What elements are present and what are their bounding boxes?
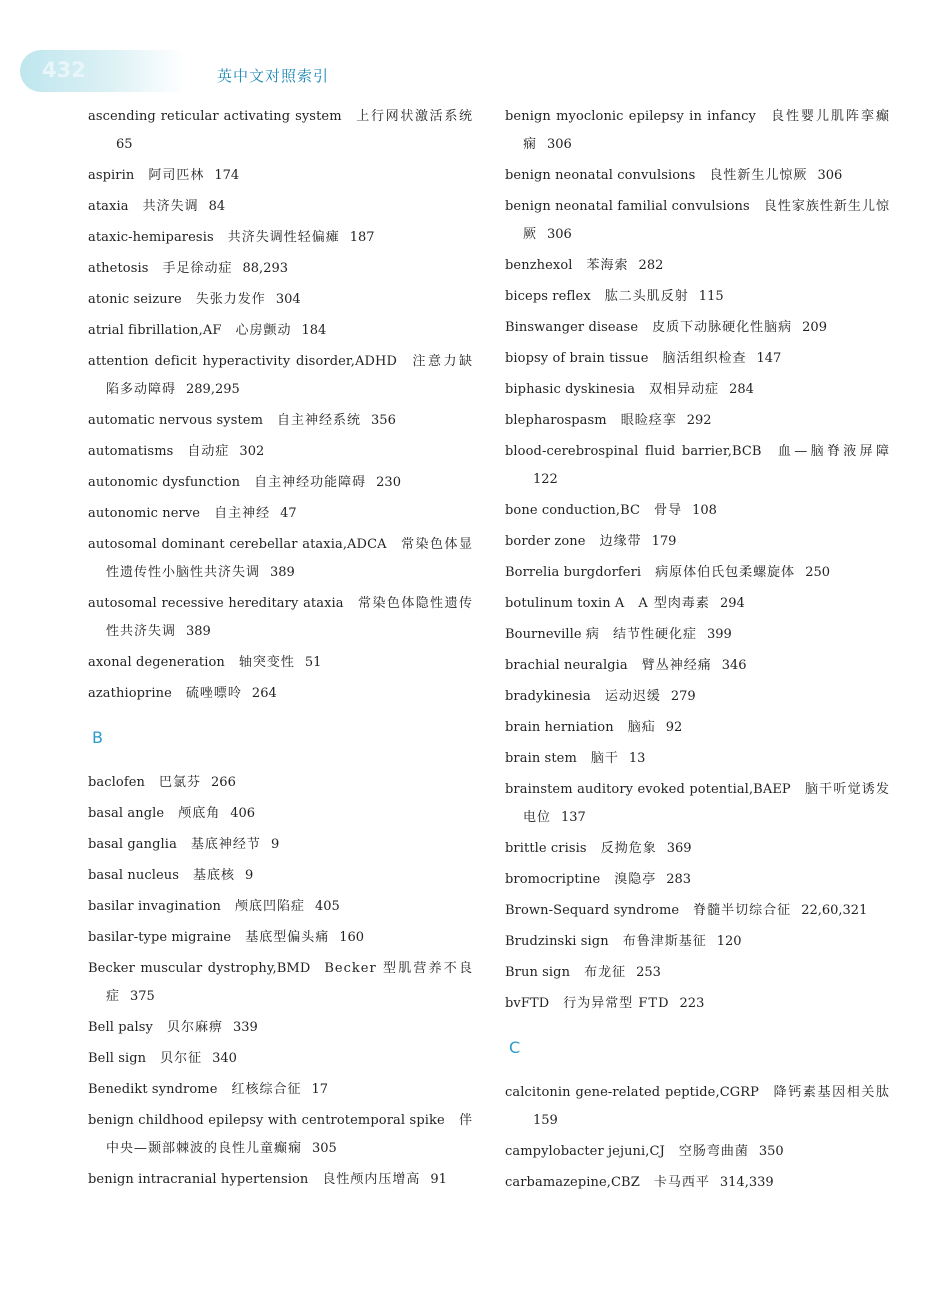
entry-english: Binswanger disease <box>505 320 639 335</box>
entry-pages: 339 <box>232 1020 258 1035</box>
entry-pages: 174 <box>214 168 240 183</box>
entry-pages: 289,295 <box>186 382 240 397</box>
entry-english: benign neonatal convulsions <box>505 168 696 183</box>
entry-chinese: 巴氯芬 <box>159 775 202 790</box>
index-entry <box>505 193 890 249</box>
entry-english: baclofen <box>88 775 146 790</box>
entry-chinese: 良性婴儿肌阵挛癫痫 <box>523 109 890 152</box>
entry-chinese: 双相异动症 <box>649 382 720 397</box>
entry-pages: 17 <box>311 1082 329 1097</box>
index-entry <box>88 500 473 528</box>
entry-english: brain herniation <box>505 720 614 735</box>
entry-english: biphasic dyskinesia <box>505 382 636 397</box>
entry-english: blood-cerebrospinal fluid barrier,BCB <box>505 444 762 459</box>
entry-chinese: 硫唑嘌呤 <box>185 686 242 701</box>
index-entry <box>88 862 473 890</box>
entry-pages: 9 <box>245 868 254 883</box>
entry-pages: 306 <box>547 227 572 242</box>
header-tab <box>20 50 185 92</box>
entry-english: basal nucleus <box>88 868 180 883</box>
entry-english: campylobacter jejuni,CJ <box>505 1144 665 1159</box>
entry-pages: 292 <box>686 413 712 428</box>
entry-english: ataxia <box>88 199 129 214</box>
entry-english: brachial neuralgia <box>505 658 628 673</box>
entry-english: aspirin <box>88 168 135 183</box>
entry-chinese: 贝尔麻痹 <box>166 1020 223 1035</box>
index-entry <box>88 531 473 587</box>
entry-pages: 108 <box>692 503 717 518</box>
index-entry <box>88 1107 473 1163</box>
entry-chinese: 脊髓半切综合征 <box>693 903 792 918</box>
entry-chinese: 运动迟缓 <box>604 689 661 704</box>
index-entry <box>88 348 473 404</box>
entry-english: benign intracranial hypertension <box>88 1172 309 1187</box>
entry-chinese: 良性颅内压增高 <box>322 1172 421 1187</box>
index-entry <box>505 590 890 618</box>
entry-pages: 120 <box>716 934 742 949</box>
entry-english: azathioprine <box>88 686 172 701</box>
entry-english: Bell sign <box>88 1051 147 1066</box>
entry-english: atonic seizure <box>88 292 182 307</box>
entry-chinese: 注意力缺陷多动障碍 <box>106 354 473 397</box>
entry-chinese: 共济失调性轻偏瘫 <box>227 230 340 245</box>
entry-english: axonal degeneration <box>88 655 225 670</box>
index-entry <box>505 1138 890 1166</box>
entry-pages: 284 <box>729 382 754 397</box>
entry-english: bradykinesia <box>505 689 591 704</box>
entry-pages: 306 <box>547 137 572 152</box>
entry-pages: 230 <box>376 475 401 490</box>
entry-chinese: 行为异常型 FTD <box>563 996 670 1011</box>
entry-english: Brun sign <box>505 965 571 980</box>
index-entry <box>88 162 473 190</box>
entry-pages: 314,339 <box>719 1175 774 1190</box>
entry-pages: 92 <box>665 720 683 735</box>
index-entry <box>505 1079 890 1135</box>
entry-chinese: 基底型偏头痛 <box>245 930 330 945</box>
entry-english: atrial fibrillation,AF <box>88 323 222 338</box>
index-entry <box>88 317 473 345</box>
index-entry <box>88 407 473 435</box>
index-entry <box>505 283 890 311</box>
entry-english: autonomic nerve <box>88 506 201 521</box>
entry-pages: 13 <box>628 751 646 766</box>
index-entry <box>505 990 890 1018</box>
entry-chinese: 常染色体隐性遗传性共济失调 <box>106 596 473 639</box>
index-entry <box>88 469 473 497</box>
entry-chinese: 溴隐亭 <box>614 872 657 887</box>
index-entry <box>505 162 890 190</box>
entry-chinese: 良性新生儿惊厥 <box>709 168 808 183</box>
entry-chinese: 良性家族性新生儿惊厥 <box>523 199 890 242</box>
entry-english: basilar-type migraine <box>88 930 232 945</box>
entry-chinese: 贝尔征 <box>160 1051 203 1066</box>
entry-chinese: 脑活组织检查 <box>662 351 747 366</box>
entry-chinese: 轴突变性 <box>238 655 295 670</box>
entry-chinese: 颅底凹陷症 <box>234 899 305 914</box>
entry-chinese: 手足徐动症 <box>162 261 233 276</box>
entry-pages: 389 <box>270 565 295 580</box>
index-entry <box>505 959 890 987</box>
entry-english: brainstem auditory evoked potential,BAEP <box>505 782 791 797</box>
index-entry <box>88 1045 473 1073</box>
entry-pages: 223 <box>679 996 705 1011</box>
entry-pages: 389 <box>186 624 211 639</box>
index-entry <box>505 621 890 649</box>
entry-pages: 264 <box>251 686 277 701</box>
entry-pages: 306 <box>817 168 843 183</box>
entry-english: Borrelia burgdorferi <box>505 565 642 580</box>
index-entry <box>505 714 890 742</box>
entry-chinese: 脑干 <box>590 751 619 766</box>
index-entry <box>505 497 890 525</box>
entry-chinese: 结节性硬化症 <box>612 627 697 642</box>
entry-english: Brudzinski sign <box>505 934 609 949</box>
entry-chinese: 自主神经功能障碍 <box>254 475 367 490</box>
entry-pages: 91 <box>430 1172 447 1187</box>
entry-pages: 369 <box>666 841 692 856</box>
entry-chinese: 失张力发作 <box>195 292 266 307</box>
entry-english: basilar invagination <box>88 899 221 914</box>
index-entry <box>88 1014 473 1042</box>
index-entry <box>505 559 890 587</box>
entry-english: autosomal dominant cerebellar ataxia,ADCA <box>88 537 387 552</box>
entry-pages: 51 <box>304 655 322 670</box>
entry-chinese: 自主神经系统 <box>277 413 362 428</box>
index-entry <box>505 438 890 494</box>
index-entry <box>505 103 890 159</box>
entry-chinese: 共济失调 <box>142 199 199 214</box>
entry-pages: 350 <box>758 1144 784 1159</box>
index-entry <box>505 866 890 894</box>
index-entry <box>88 893 473 921</box>
entry-pages: 406 <box>230 806 256 821</box>
entry-english: biopsy of brain tissue <box>505 351 649 366</box>
entry-english: autonomic dysfunction <box>88 475 241 490</box>
entry-chinese: 血—脑脊液屏障 <box>775 444 890 459</box>
entry-chinese: 降钙素基因相关肽 <box>772 1085 890 1100</box>
entry-chinese: 布鲁津斯基征 <box>622 934 707 949</box>
index-entry <box>88 193 473 221</box>
entry-english: brain stem <box>505 751 577 766</box>
entry-chinese: 基底神经节 <box>190 837 261 852</box>
entry-chinese: 脑干听觉诱发电位 <box>523 782 890 825</box>
entry-chinese: 骨导 <box>654 503 683 518</box>
entry-chinese: 颅底角 <box>178 806 221 821</box>
index-entry <box>505 345 890 373</box>
index-entry <box>88 286 473 314</box>
entry-pages: 279 <box>670 689 696 704</box>
entry-english: border zone <box>505 534 586 549</box>
entry-chinese: 肱二头肌反射 <box>604 289 689 304</box>
entry-pages: 302 <box>239 444 265 459</box>
entry-chinese: 脑疝 <box>627 720 656 735</box>
index-entry <box>88 590 473 646</box>
entry-chinese: 臂丛神经痛 <box>641 658 712 673</box>
entry-chinese: 红核综合征 <box>231 1082 302 1097</box>
index-entry <box>88 831 473 859</box>
index-entry <box>88 1076 473 1104</box>
entry-chinese: 阿司匹林 <box>148 168 205 183</box>
entry-english: athetosis <box>88 261 149 276</box>
entry-chinese: 基底核 <box>193 868 236 883</box>
entry-english: ataxic-hemiparesis <box>88 230 214 245</box>
running-header-title: 英中文对照索引 <box>217 67 330 85</box>
entry-english: Bourneville 病 <box>505 627 599 642</box>
entry-english: bromocriptine <box>505 872 601 887</box>
section-letter: C <box>509 1038 521 1057</box>
index-entry <box>88 955 473 1011</box>
entry-english: automatic nervous system <box>88 413 264 428</box>
entry-english: autosomal recessive hereditary ataxia <box>88 596 344 611</box>
index-entry <box>505 1169 890 1197</box>
entry-pages: 84 <box>208 199 226 214</box>
entry-english: automatisms <box>88 444 174 459</box>
entry-english: Brown-Sequard syndrome <box>505 903 680 918</box>
entry-english: bvFTD <box>505 996 550 1011</box>
entry-english: ascending reticular activating system <box>88 109 342 124</box>
entry-pages: 294 <box>719 596 745 611</box>
entry-pages: 346 <box>721 658 747 673</box>
entry-chinese: 伴中央—颞部棘波的良性儿童癫痫 <box>106 1113 473 1156</box>
index-entry <box>88 800 473 828</box>
entry-pages: 122 <box>533 472 558 487</box>
index-entry <box>505 314 890 342</box>
index-entry <box>88 438 473 466</box>
entry-pages: 160 <box>339 930 365 945</box>
index-entry <box>505 652 890 680</box>
index-entry <box>88 103 473 159</box>
entry-english: basal angle <box>88 806 165 821</box>
entry-pages: 9 <box>270 837 280 852</box>
entry-chinese: Becker 型肌营养不良症 <box>106 961 473 1004</box>
entry-chinese: 上行网状激活系统 <box>355 109 473 124</box>
entry-pages: 187 <box>349 230 375 245</box>
entry-english: blepharospasm <box>505 413 607 428</box>
entry-chinese: 苯海索 <box>586 258 629 273</box>
entry-pages: 22,60,321 <box>801 903 868 918</box>
right-index-column <box>505 103 890 1200</box>
entry-english: brittle crisis <box>505 841 587 856</box>
entry-english: Becker muscular dystrophy,BMD <box>88 961 311 976</box>
entry-english: benign neonatal familial convulsions <box>505 199 750 214</box>
entry-chinese: 布龙征 <box>584 965 627 980</box>
entry-chinese: 常染色体显性遗传性小脑性共济失调 <box>106 537 473 580</box>
entry-chinese: 皮质下动脉硬化性脑病 <box>652 320 793 335</box>
entry-pages: 115 <box>698 289 724 304</box>
entry-pages: 375 <box>130 989 155 1004</box>
index-entry <box>505 683 890 711</box>
index-entry <box>505 528 890 556</box>
entry-english: biceps reflex <box>505 289 591 304</box>
index-entry <box>88 649 473 677</box>
index-entry <box>505 928 890 956</box>
left-index-column <box>88 103 473 1197</box>
entry-english: Bell palsy <box>88 1020 153 1035</box>
entry-chinese: 病原体伯氏包柔螺旋体 <box>655 565 796 580</box>
entry-pages: 305 <box>312 1141 337 1156</box>
entry-english: benign childhood epilepsy with centrotemporal spike <box>88 1113 445 1128</box>
entry-pages: 253 <box>636 965 661 980</box>
entry-pages: 405 <box>314 899 340 914</box>
entry-english: Benedikt syndrome <box>88 1082 218 1097</box>
entry-chinese: 自主神经 <box>214 506 271 521</box>
entry-pages: 88,293 <box>242 261 289 276</box>
entry-pages: 250 <box>805 565 831 580</box>
index-entry <box>505 252 890 280</box>
index-entry <box>88 1166 473 1194</box>
entry-chinese: 心房颤动 <box>235 323 292 338</box>
entry-english: calcitonin gene-related peptide,CGRP <box>505 1085 759 1100</box>
entry-pages: 65 <box>116 137 133 152</box>
entry-chinese: 空肠弯曲菌 <box>678 1144 749 1159</box>
entry-pages: 340 <box>212 1051 237 1066</box>
index-entry <box>88 255 473 283</box>
index-entry <box>88 924 473 952</box>
entry-pages: 137 <box>561 810 586 825</box>
entry-pages: 184 <box>301 323 327 338</box>
index-entry <box>505 835 890 863</box>
entry-chinese: 卡马西平 <box>653 1175 710 1190</box>
index-entry <box>505 407 890 435</box>
index-entry <box>505 776 890 832</box>
index-entry <box>505 897 890 925</box>
entry-english: botulinum toxin A <box>505 596 625 611</box>
entry-english: bone conduction,BC <box>505 503 641 518</box>
entry-chinese: 边缘带 <box>599 534 642 549</box>
entry-pages: 159 <box>533 1113 558 1128</box>
entry-chinese: 眼睑痉挛 <box>620 413 677 428</box>
entry-pages: 399 <box>707 627 732 642</box>
entry-pages: 179 <box>651 534 677 549</box>
entry-pages: 304 <box>275 292 301 307</box>
section-letter: B <box>92 728 103 747</box>
index-entry <box>88 769 473 797</box>
entry-english: basal ganglia <box>88 837 177 852</box>
page-number: 432 <box>42 58 86 82</box>
entry-pages: 283 <box>666 872 692 887</box>
entry-english: carbamazepine,CBZ <box>505 1175 640 1190</box>
entry-pages: 147 <box>756 351 782 366</box>
entry-english: attention deficit hyperactivity disorder,ADHD <box>88 354 398 369</box>
entry-chinese: 反拗危象 <box>600 841 657 856</box>
index-entry <box>88 680 473 708</box>
entry-pages: 209 <box>802 320 827 335</box>
entry-chinese: A 型肉毒素 <box>638 596 710 611</box>
entry-pages: 282 <box>638 258 664 273</box>
entry-pages: 47 <box>280 506 297 521</box>
entry-pages: 356 <box>371 413 396 428</box>
entry-chinese: 自动症 <box>187 444 230 459</box>
index-entry <box>88 224 473 252</box>
entry-english: benign myoclonic epilepsy in infancy <box>505 109 756 124</box>
entry-pages: 266 <box>211 775 236 790</box>
index-entry <box>505 376 890 404</box>
index-entry <box>505 745 890 773</box>
entry-english: benzhexol <box>505 258 573 273</box>
